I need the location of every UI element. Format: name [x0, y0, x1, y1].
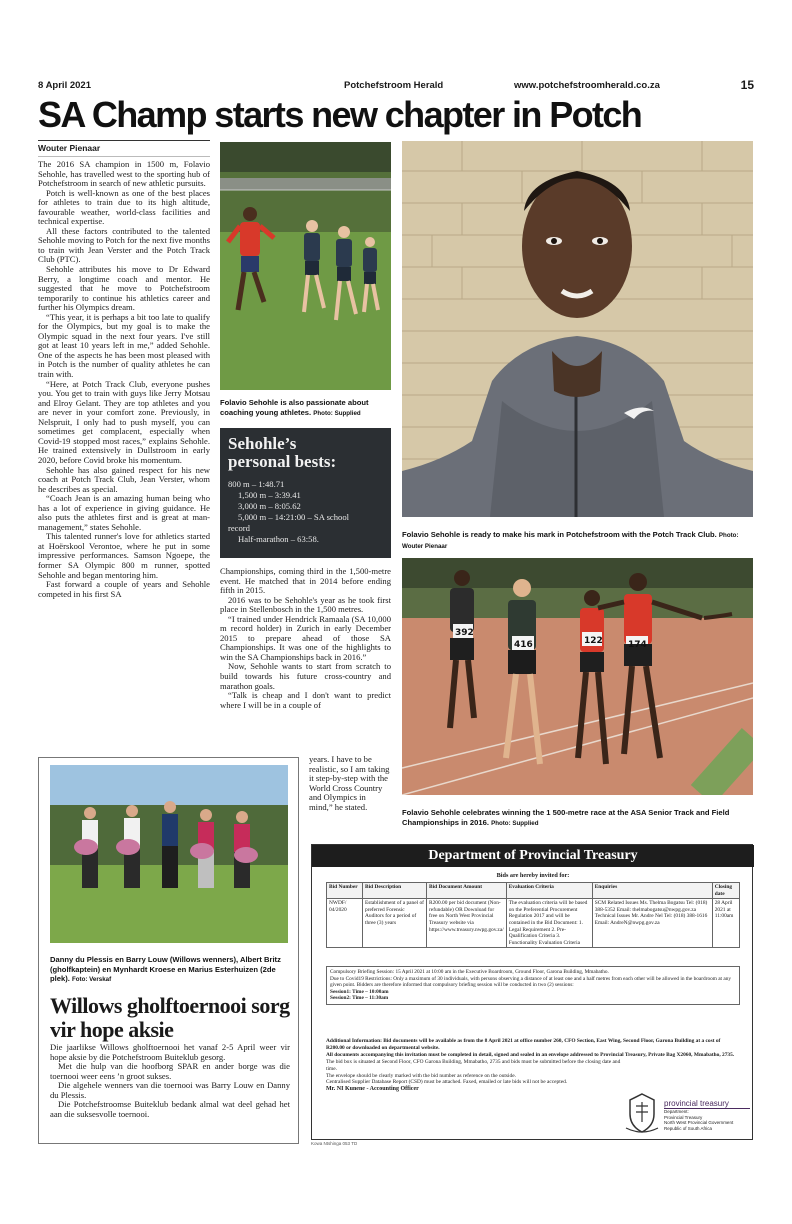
paragraph: 2016 was to be Sehohle's year as he took first place in Stellenbosch in the 1,500 metres.	[220, 594, 391, 615]
paragraph: Now, Sehohle wants to start from scratch to build towards his future cross-country and marathon goals.	[220, 661, 391, 691]
column-header: Bid Number	[327, 883, 363, 899]
paragraph: “Here, at Potch Track Club, everyone pushes you. You get to train with guys like Jerry Motsau and Elroy Gelant. They are top athletes and you are never in your comfort zone. Previously, in Nelspruit, I only had to push myself, you can sometimes get complacent, especially when Covid-19 stopped most races,” explains Sehohle. He trained extensively in Dullstroom in early 2020, before Covid broke his momentum.	[38, 378, 210, 465]
golf-photo	[50, 765, 288, 943]
paragraph: The 2016 SA champion in 1500 m, Folavio Sehohle, has travelled west to the sporting hub of Potchefstroom in search of new athletic pursuits.	[38, 160, 210, 189]
pb-line: 800 m – 1:48.71	[228, 479, 285, 489]
signatory: Mr. NI Kunene - Accounting Officer	[326, 1086, 419, 1093]
caption-text: Folavio Sehohle is also passionate about coaching young athletes.	[220, 398, 369, 417]
briefing-session-box	[326, 966, 740, 1005]
personal-bests-title-line-2: personal bests:	[228, 452, 337, 471]
covid-text: Due to Covid19 Restrictions: Only a maximum of 30 individuals, with persons observing a distance of at least one and a half metres from each other will be allowed in the boardroom at any given point. Bidders are therefore informed that compulsory briefing session will be conducted in two (2) sessions:	[330, 975, 731, 989]
paragraph: Fast forward a couple of years and Sehohle competed in his first SA	[38, 579, 210, 599]
session-2: Session2: Time – 11:30am	[330, 995, 389, 1002]
table-cell: Establishment of a panel of preferred Forensic Auditors for a period of three (3) years	[363, 899, 427, 948]
paragraph: Potch is well-known as one of the best places for athletes to train due to its high altitude, favourable weather, world-class facilities and technical expertise.	[38, 187, 210, 227]
article-column-2-continued	[309, 755, 391, 831]
treasury-brand	[664, 1099, 750, 1131]
race-bib: 416	[514, 640, 533, 650]
bid-table-header	[327, 883, 740, 899]
caption-text: Folavio Sehohle is ready to make his mark in Potchefstroom with the Potch Track Club.	[402, 530, 717, 539]
info-line: The envelope should be clearly marked with the bid number as reference on the outside.	[326, 1072, 516, 1079]
personal-bests-box	[220, 428, 391, 558]
paragraph: Met die hulp van die hoofborg SPAR en ander borge was die toernooi weer eens ’n groot sukses.	[50, 1061, 290, 1081]
brand-line: Republic of South Africa	[664, 1125, 713, 1131]
paragraph: Sehohle attributes his move to Dr Edward Berry, a longtime coach and mentor. He suggested that he move to Potchefstroom temporarily to continue his athletics career and further his Olympics dream.	[38, 264, 210, 313]
info-line: Additional Information: Bid documents will be available as from the 8 April 2021 at office number 260, CFO Section, East Wing, Second Floor, Garona Building at a cost of R200.00 or downloaded on departmental website.	[326, 1038, 721, 1051]
paragraph: Championships, coming third in the 1,500-metre event. He matched that in 2014 before ending fifth in 2015.	[220, 567, 391, 596]
brand-line: Department:	[664, 1109, 689, 1114]
brand-title: provincial treasury	[664, 1099, 750, 1109]
race-bib: 122	[584, 636, 603, 646]
table-cell: SCM Related Issues Ms. Thelma Bogatsu Tel: (018) 388-5352 Email: thelmabogatsu@nwpg.gov.za Technical Issues Mr. Andre Nel Tel: (018) 388-1616 Email: AndreN@nwpg.gov.za	[592, 899, 712, 948]
photo-credit: Photo: Supplied	[491, 819, 539, 827]
newspaper-url[interactable]: www.potchefstroomherald.co.za	[514, 80, 660, 91]
paragraph: “Coach Jean is an amazing human being who has a lot of experience in giving guidance. He also puts the athletes first and is great at man-management,” states Sehohle.	[38, 493, 210, 532]
race-bib: 174	[628, 640, 647, 650]
paragraph: Die algehele wenners van die toernooi was Barry Louw en Danny du Plessis.	[50, 1080, 290, 1100]
golf-photo-caption	[50, 955, 290, 985]
training-photo-caption	[220, 398, 391, 418]
race-bib: 392	[455, 628, 474, 638]
byline: Wouter Pienaar	[38, 140, 210, 157]
table-cell: 28 April 2021 at 11:00am	[712, 899, 739, 948]
bid-table	[326, 882, 740, 948]
caption-text: Folavio Sehohle celebrates winning the 1 500-metre race at the ASA Senior Track and Field Championships in 2016.	[402, 808, 730, 827]
training-photo	[220, 142, 391, 390]
article-column-1	[38, 160, 210, 752]
column-header: Evaluation Criteria	[506, 883, 592, 899]
paragraph: All these factors contributed to the talented Sehohle moving to Potch for the next five months to train with Jean Verster and the Potch Track Club (PTC).	[38, 225, 210, 265]
portrait-photo	[402, 141, 753, 517]
page-number: 15	[740, 78, 754, 92]
column-header: Enquiries	[592, 883, 712, 899]
ad-subtitle: Bids are hereby invited for:	[496, 872, 570, 879]
pb-line: 1,500 m – 3:39.41	[238, 490, 301, 500]
pb-line: record	[228, 523, 250, 533]
race-photo-caption	[402, 808, 753, 828]
info-line: All documents accompanying this invitation must be completed in detail, signed and sealed in an envelope addressed to Provincial Treasury, Private Bag X2060, Mmabatho, 2735.	[326, 1051, 735, 1058]
photo-credit: Foto: Verskaf	[71, 976, 112, 983]
ad-production-credit: Kowa Ntshinga 053 TD	[311, 1141, 358, 1146]
column-header: Closing date	[712, 883, 739, 899]
paragraph: “This year, it is perhaps a bit too late to qualify for the Olympics, but my goal is to make the Olympic squad in the next four years. I've still got at least 10 years left in me,” added Sehohle. One of the aspects he has been most pleased with in Potch is the number of quality athletes he can train with.	[38, 311, 210, 380]
portrait-photo-caption	[402, 530, 753, 551]
paragraph: years. I have to be realistic, so I am taking it step-by-step with the World Cross Country and Olympics in mind,” he stated.	[309, 755, 390, 812]
paragraph: Die Potchefstroomse Buiteklub bedank almal wat deel gehad het aan die suksesvolle toernooi.	[50, 1099, 290, 1119]
brand-line: Provincial Treasury	[664, 1114, 703, 1120]
page-header	[38, 80, 754, 94]
race-photo	[402, 558, 753, 795]
table-cell: NWDF/ 04/2020	[327, 899, 363, 948]
table-cell: R200.00 per bid document (Non-refundable) OR Download for free on North West Provincial Treasury website via https://www.treasury.nwpg.gov.za/	[427, 899, 507, 948]
table-row	[327, 899, 740, 948]
session-1: Session1: Time – 10:00am	[330, 988, 389, 995]
coat-of-arms-icon	[624, 1092, 660, 1139]
paragraph: “Talk is cheap and I don't want to predict where I will be in a couple of	[220, 690, 391, 710]
pb-line: 5,000 m – 14:21:00 – SA school	[238, 512, 350, 522]
photo-credit: Photo: Supplied	[313, 409, 361, 417]
table-cell: The evaluation criteria will be based on the Preferential Procurement Regulation 2017 and will be contained in the Bid Document: 1. Legal Requirement 2. Pre-Qualification Criteria 3. Functionality Evaluation Criteria	[506, 899, 592, 948]
golf-headline: Willows gholftoernooi sorg vir hope aksie	[50, 993, 290, 1042]
column-header: Bid Document Amount	[427, 883, 507, 899]
article-headline: SA Champ starts new chapter in Potch	[38, 94, 642, 135]
paragraph: Sehohle has also gained respect for his new coach at Potch Track Club, Jean Verster, whom he describes as special.	[38, 464, 210, 494]
article-column-2	[220, 567, 391, 755]
column-header: Bid Description	[363, 883, 427, 899]
pb-line: 3,000 m – 8:05.62	[238, 501, 301, 511]
newspaper-name: Potchefstroom Herald	[344, 80, 444, 91]
ad-banner: Department of Provincial Treasury	[312, 845, 754, 867]
issue-date: 8 April 2021	[38, 80, 91, 91]
treasury-advertisement	[311, 844, 753, 1140]
golf-article-body	[50, 1043, 290, 1119]
briefing-text: Compulsory Briefing Session: 15 April 2021 at 10:00 am in the Executive Boardroom, Ground Floor, Garona Building, Mmabatho.	[330, 969, 609, 975]
info-line: Centralised Supplier Database Report (CSD) must be attached. Faxed, emailed or late bids will not be accepted.	[326, 1079, 568, 1086]
personal-bests-title	[228, 435, 383, 471]
pb-line: Half-marathon – 63:58.	[238, 534, 319, 544]
photo-credit: Photo: Wouter Pienaar	[402, 532, 739, 550]
paragraph: “I trained under Hendrick Ramaala (SA 10,000 m record holder) in Zurich in early December 2015 to prepare ahead of those SA Championships. It was one of the highlights to win the SA Championships back in 2016.”	[220, 613, 391, 662]
info-line: The bid box is situated at Second Floor, CFO Garona Building, Mmabatho, 2735 and bids must be submitted before the closing date and time.	[326, 1058, 621, 1072]
brand-line: North West Provincial Government	[664, 1120, 734, 1125]
paragraph: This talented runner's love for athletics started at Hoërskool Verontoe, where he put in some impressive performances. Samson Ngoepe, the former SA Olympic 800 m runner, spotted Sehohle and began mentoring him.	[38, 531, 210, 580]
paragraph: Die jaarlikse Willows gholftoernooi het vanaf 2-5 April weer vir hope aksie by die Potchefstroom Buiteklub gesorg.	[50, 1042, 290, 1062]
caption-text: Danny du Plessis en Barry Louw (Willows wenners), Albert Britz (gholfkaptein) en Mynhardt Kroese en Marius Esterhuizen (2de plek).	[50, 955, 281, 983]
additional-info	[326, 1038, 740, 1093]
personal-bests-title-line-1: Sehohle’s	[228, 434, 297, 453]
